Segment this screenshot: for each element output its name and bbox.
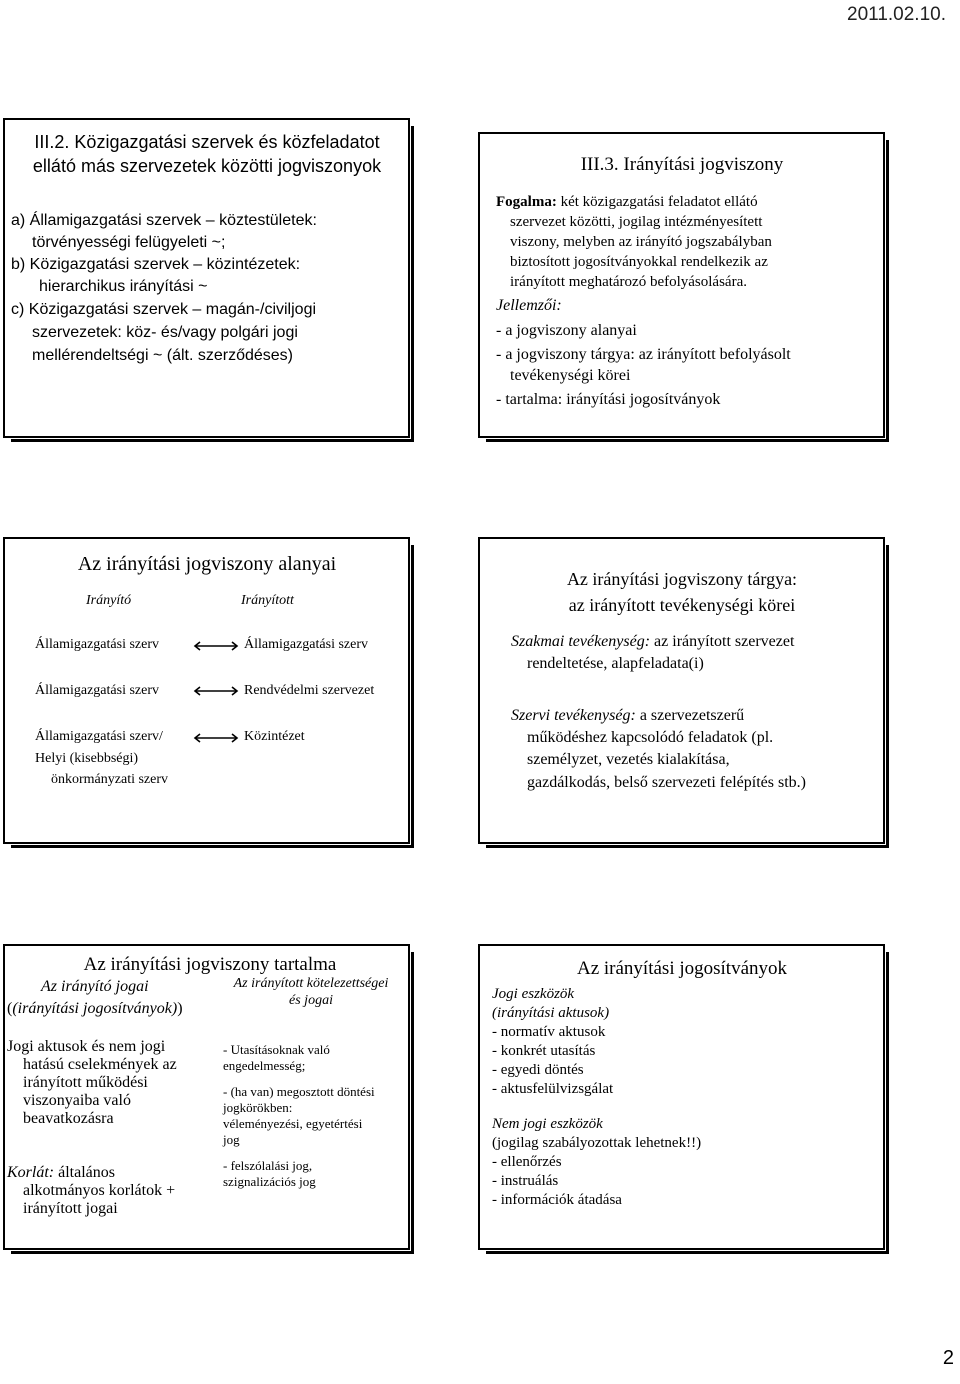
slide4-title-line1: Az irányítási jogviszony tárgya: [566, 569, 798, 589]
professional-activity-line2: rendeltetése, alapfeladata(i) [527, 655, 704, 672]
slide2-definition-line4: biztosított jogosítványokkal rendelkezik az [510, 254, 768, 270]
controlled-duty-line4: jogkörökben: [223, 1100, 293, 1115]
controller-3: Államigazgatási szerv/ [35, 729, 163, 744]
slide1-line-c: c) Közigazgatási szervek – magán-/civiljogi [11, 301, 317, 318]
slide2-features-label: Jellemzői: [496, 297, 562, 314]
controller-rights-line4: viszonyaiba való [23, 1092, 131, 1109]
slide1-line-a2: törvényességi felügyeleti ~; [32, 234, 226, 251]
slide6-title: Az irányítási jogosítványok [576, 958, 788, 979]
legal-tool-1: - normatív aktusok [492, 1024, 606, 1040]
column-head-controller: Irányító [86, 593, 132, 608]
nonlegal-tools-head: Nem jogi eszközök [492, 1116, 603, 1132]
slide2-feature-1: - a jogviszony alanyai [496, 322, 637, 339]
slide2-feature-3: - tartalma: irányítási jogosítványok [496, 391, 721, 408]
controlled-1: Államigazgatási szerv [244, 637, 369, 652]
nonlegal-tool-2: - instruálás [492, 1173, 559, 1189]
limit-line3: irányított jogai [23, 1200, 118, 1217]
professional-activity-text: az irányított szervezet [650, 633, 795, 650]
slide1-title-line2: ellátó más szervezetek közötti jogviszonyok [32, 156, 382, 176]
slide-content [3, 944, 410, 1250]
organizational-activity-text: a szervezetszerű [635, 707, 745, 724]
controller-rights-line5: beavatkozásra [23, 1110, 114, 1127]
professional-activity-label: Szakmai tevékenység: [511, 633, 651, 650]
limit-label: Korlát: [7, 1164, 55, 1181]
slide-management-relation [478, 132, 885, 438]
controlled-duty-line6: jog [223, 1132, 240, 1147]
slide-powers [478, 944, 885, 1250]
legal-tool-2: - konkrét utasítás [492, 1043, 596, 1059]
double-arrow-icon [193, 685, 239, 697]
page-date: 2011.02.10. [847, 4, 946, 25]
limit-line2: alkotmányos korlátok + [23, 1182, 176, 1199]
slide-object [478, 537, 885, 844]
controller-rights-subhead: ((irányítási jogosítványok)) [7, 1000, 183, 1017]
controller-rights-line2: hatású cselekmények az [23, 1056, 177, 1073]
controlled-duty-line2: engedelmesség; [223, 1058, 306, 1073]
controlled-duty-line3: - (ha van) megosztott döntési [223, 1084, 375, 1099]
organizational-activity-line2: működéshez kapcsolódó feladatok (pl. [527, 729, 774, 746]
legal-tools-subhead: (irányítási aktusok) [492, 1005, 610, 1021]
controller-3-line3: önkormányzati szerv [51, 772, 169, 787]
legal-tool-3: - egyedi döntés [492, 1062, 584, 1078]
controlled-duty-line8: szignalizációs jog [223, 1174, 316, 1189]
slide1-line-c2: szervezetek: köz- és/vagy polgári jogi [32, 324, 298, 341]
slide2-feature-2b: tevékenységi körei [510, 367, 631, 384]
slide4-title-line2: az irányított tevékenységi körei [568, 595, 796, 615]
legal-tools-head: Jogi eszközök [492, 986, 575, 1002]
slide1-line-c3: mellérendeltségi ~ (ált. szerződéses) [32, 347, 294, 364]
nonlegal-tool-3: - információk átadása [492, 1192, 622, 1208]
slide3-title: Az irányítási jogviszony alanyai [77, 553, 337, 575]
slide2-definition-line3: viszony, melyben az irányító jogszabályban [510, 234, 772, 250]
slide-legal-relations [3, 118, 410, 438]
organizational-activity-line1 [511, 707, 744, 725]
slide5-title: Az irányítási jogviszony tartalma [83, 954, 337, 975]
limit-text: általános [54, 1164, 115, 1181]
slide1-line-b: b) Közigazgatási szervek – közintézetek: [11, 256, 301, 273]
controlled-2: Rendvédelmi szervezet [244, 683, 375, 698]
controller-rights-head: Az irányító jogai [41, 978, 149, 995]
professional-activity-line1 [511, 633, 794, 651]
nonlegal-tools-subhead: (jogilag szabályozottak lehetnek!!) [492, 1135, 702, 1151]
organizational-activity-label: Szervi tevékenység: [511, 707, 636, 724]
definition-label: Fogalma: [496, 194, 557, 210]
slide2-title: III.3. Irányítási jogviszony [580, 154, 784, 175]
definition-text: két közigazgatási feladatot ellátó [556, 194, 758, 210]
limit-line1 [7, 1164, 115, 1182]
controlled-duties-head: Az irányított kötelezettségei [233, 976, 389, 991]
organizational-activity-line3: személyzet, vezetés kialakítása, [527, 751, 730, 768]
controller-1: Államigazgatási szerv [35, 637, 160, 652]
controlled-duties-head2: és jogai [289, 993, 333, 1008]
nonlegal-tool-1: - ellenőrzés [492, 1154, 562, 1170]
controlled-duty-line1: - Utasításoknak való [223, 1042, 330, 1057]
slide2-definition-line2: szervezet közötti, jogilag intézményesített [510, 214, 763, 230]
controlled-3: Közintézet [244, 729, 305, 744]
controller-2: Államigazgatási szerv [35, 683, 160, 698]
double-arrow-icon [193, 732, 239, 744]
slide2-feature-2: - a jogviszony tárgya: az irányított befolyásolt [496, 346, 791, 363]
slide2-definition-line5: irányított meghatározó befolyásolására. [510, 274, 747, 290]
slide2-definition-line1 [496, 194, 758, 211]
page-number: 2 [942, 1347, 954, 1369]
controller-3-line2: Helyi (kisebbségi) [35, 751, 139, 766]
controller-rights-line3: irányított működési [23, 1074, 148, 1091]
controller-rights-subhead-text: (irányítási jogosítványok) [12, 1000, 178, 1017]
controlled-duty-line5: véleményezési, egyetértési [223, 1116, 363, 1131]
double-arrow-icon [193, 640, 239, 652]
controller-rights-line1: Jogi aktusok és nem jogi [7, 1038, 166, 1055]
legal-tool-4: - aktusfelülvizsgálat [492, 1081, 614, 1097]
slide1-title-line1: III.2. Közigazgatási szervek és közfeladatot [34, 132, 380, 152]
slide-subjects [3, 537, 410, 844]
controlled-duty-line7: - felszólalási jog, [223, 1158, 313, 1173]
organizational-activity-line4: gazdálkodás, belső szervezeti felépítés stb.) [527, 774, 806, 791]
column-head-controlled: Irányított [241, 593, 294, 608]
slide1-line-a: a) Államigazgatási szervek – köztestületek: [11, 212, 317, 229]
slide1-line-b2: hierarchikus irányítási ~ [39, 278, 208, 295]
